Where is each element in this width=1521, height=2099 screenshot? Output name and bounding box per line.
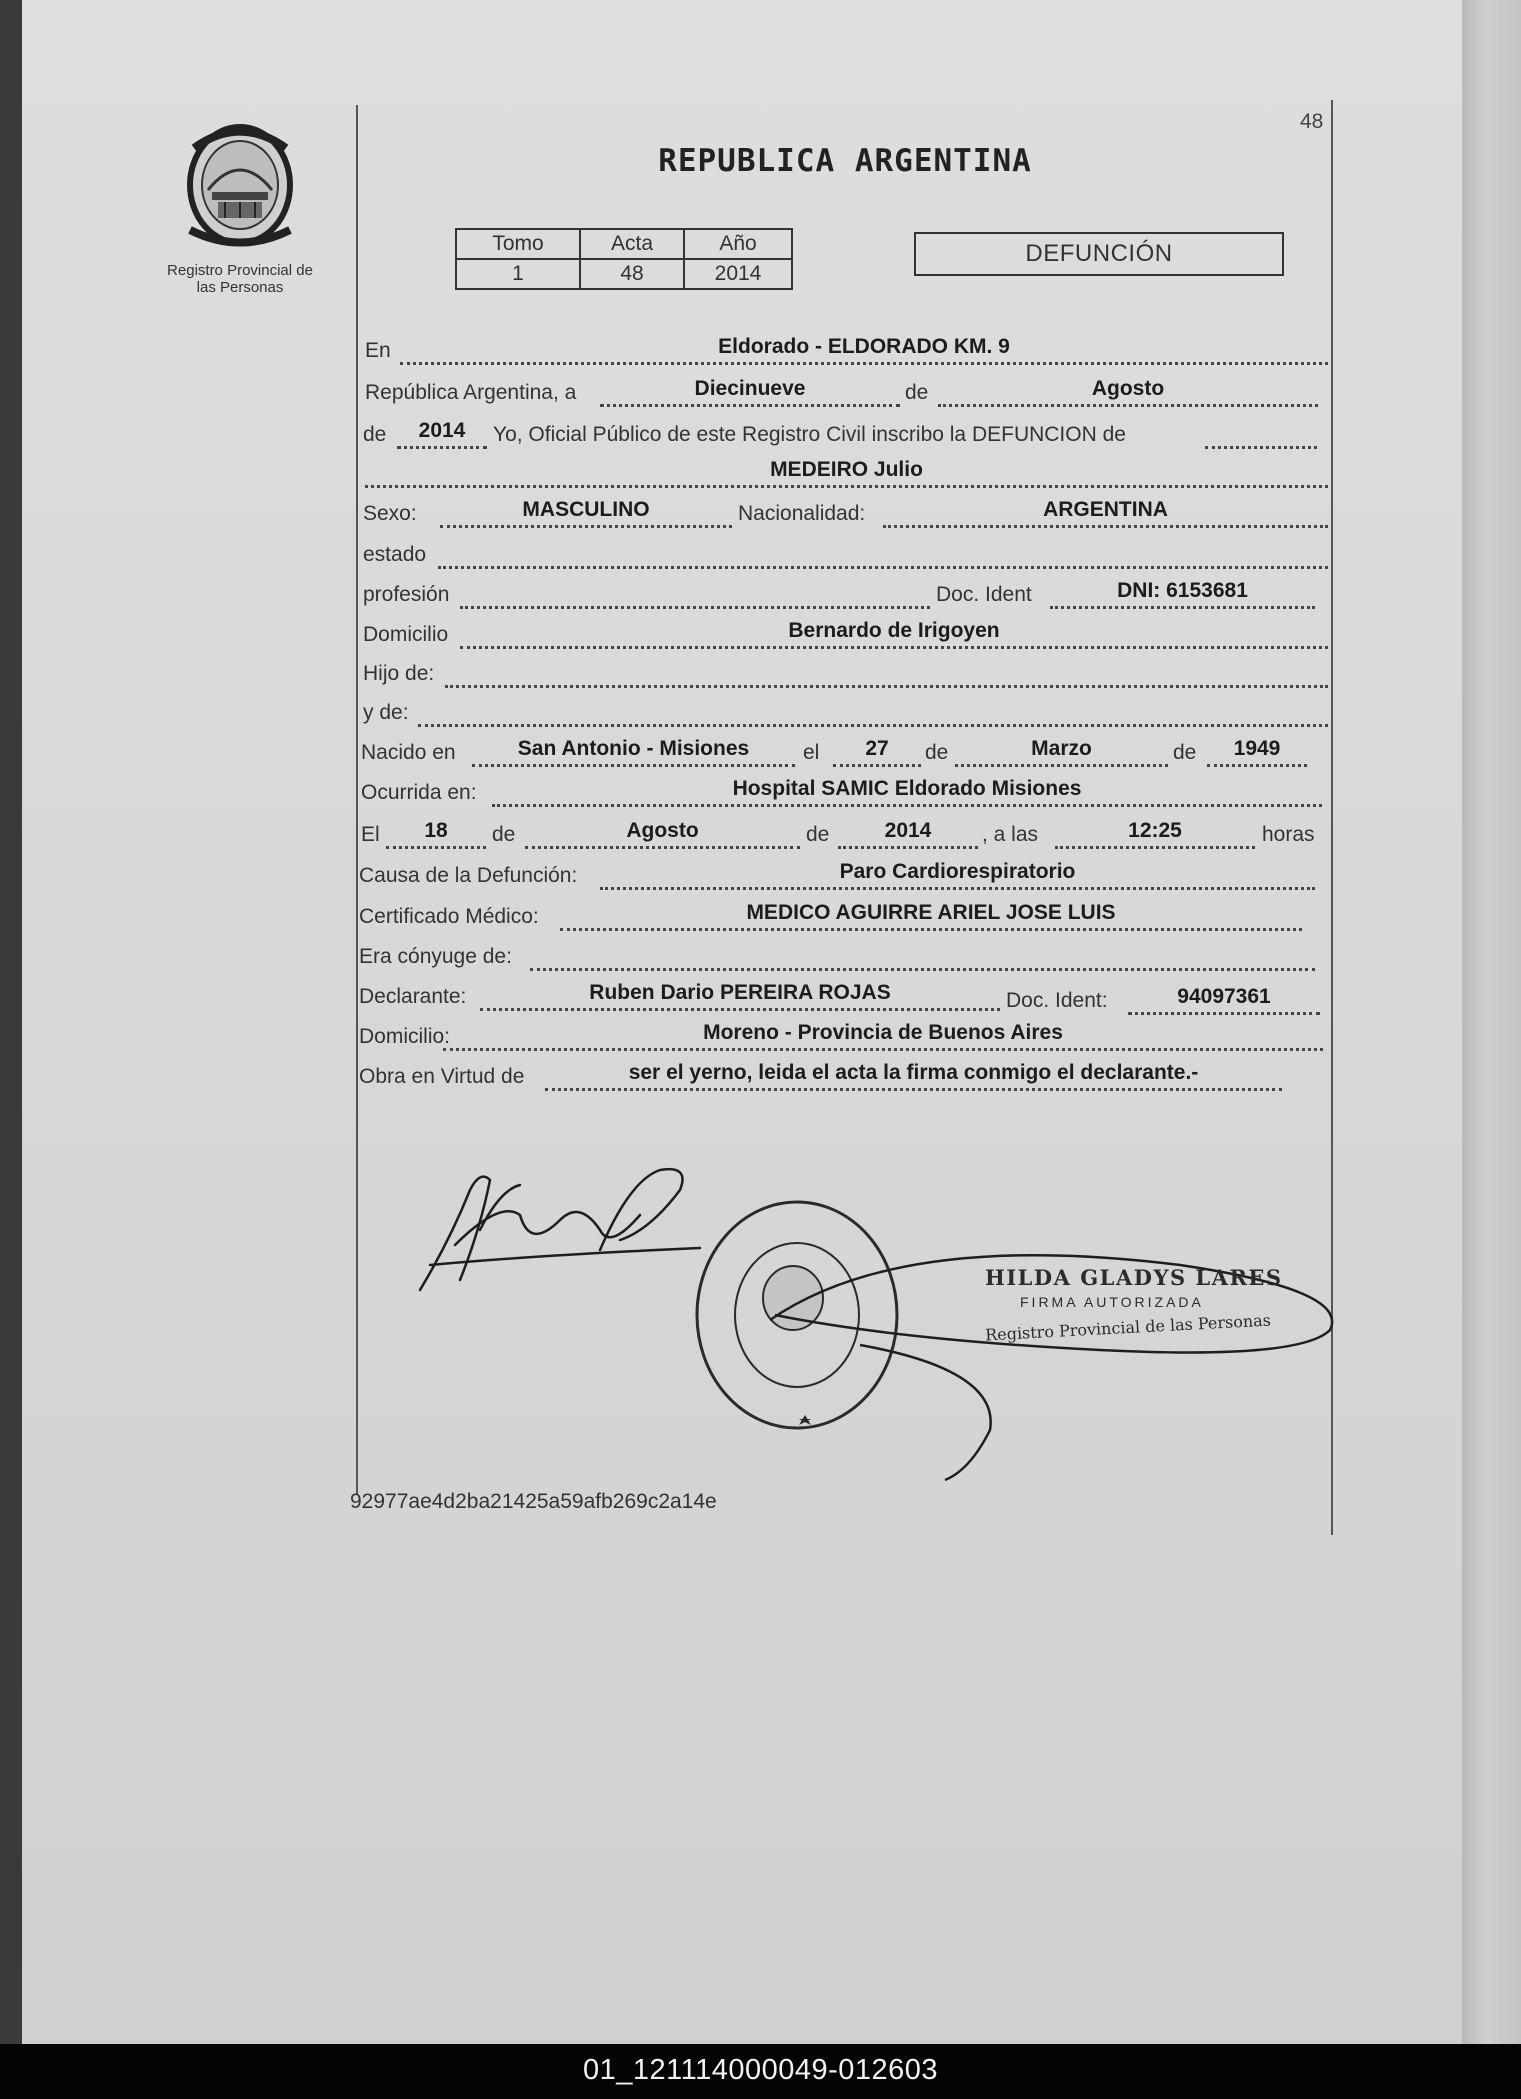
nacido-label: Nacido en — [361, 741, 456, 764]
acta-header: Acta — [580, 229, 684, 259]
record-type-box: DEFUNCIÓN — [914, 232, 1284, 276]
tomo-header: Tomo — [456, 229, 580, 259]
ocurrida-field: Hospital SAMIC Eldorado Misiones — [492, 777, 1322, 807]
republica-label: República Argentina, a — [365, 381, 577, 404]
birth-day-field: 27 — [833, 737, 921, 767]
en-label: En — [365, 339, 391, 362]
deceased-name-field: MEDEIRO Julio — [365, 458, 1328, 488]
stamp-office: Registro Provincial de las Personas — [984, 1310, 1272, 1345]
obra-field: ser el yerno, leida el acta la firma conmigo el declarante.- — [545, 1061, 1282, 1091]
emblem-caption-line1: Registro Provincial de — [167, 262, 313, 279]
month-field: Agosto — [938, 377, 1318, 407]
anio-header: Año — [684, 229, 792, 259]
en-field: Eldorado - ELDORADO KM. 9 — [400, 335, 1328, 365]
alas-label: , a las — [982, 823, 1039, 846]
hijo-label: Hijo de: — [363, 662, 435, 685]
year-field: 2014 — [397, 419, 487, 449]
nacionalidad-field: ARGENTINA — [883, 498, 1328, 528]
day-words-field: Diecinueve — [600, 377, 900, 407]
death-month-field: Agosto — [525, 819, 800, 849]
de-year-label: de — [363, 423, 387, 446]
de-birth-year-label: de — [1173, 741, 1197, 764]
profesion-label: profesión — [363, 583, 450, 606]
estado-label: estado — [363, 543, 427, 566]
domicilio2-label: Domicilio: — [359, 1025, 451, 1048]
el-label: el — [803, 741, 820, 764]
death-year-field: 2014 — [838, 819, 978, 849]
causa-field: Paro Cardiorespiratorio — [600, 860, 1315, 890]
nacionalidad-label: Nacionalidad: — [738, 502, 866, 525]
nacido-field: San Antonio - Misiones — [472, 737, 795, 767]
declarante-field: Ruben Dario PEREIRA ROJAS — [480, 981, 1000, 1011]
stamp-role: FIRMA AUTORIZADA — [1020, 1294, 1204, 1310]
doc-ident-field: DNI: 6153681 — [1050, 579, 1315, 609]
page-number: 48 — [1300, 110, 1324, 133]
doc-ident2-label: Doc. Ident: — [1006, 989, 1108, 1012]
conyuge-label: Era cónyuge de: — [359, 945, 512, 968]
death-day-field: 18 — [386, 819, 486, 849]
obra-label: Obra en Virtud de — [359, 1065, 525, 1088]
sexo-field: MASCULINO — [440, 498, 732, 528]
doc-ident2-field: 94097361 — [1128, 985, 1320, 1015]
death-el-label: El — [361, 823, 380, 846]
declarant-signature — [420, 1169, 700, 1290]
birth-year-field: 1949 — [1207, 737, 1307, 767]
de-death-year-label: de — [806, 823, 830, 846]
tomo-value: 1 — [456, 259, 580, 289]
causa-label: Causa de la Defunción: — [359, 864, 578, 887]
horas-label: horas — [1262, 823, 1315, 846]
de-birth-month-label: de — [925, 741, 949, 764]
scan-footer-code: 01_121114000049-012603 — [582, 2054, 939, 2086]
sexo-label: Sexo: — [363, 502, 417, 525]
birth-month-field: Marzo — [955, 737, 1168, 767]
document-hash: 92977ae4d2ba21425a59afb269c2a14e — [350, 1490, 717, 1513]
declarante-label: Declarante: — [359, 985, 467, 1008]
domicilio-field: Bernardo de Irigoyen — [460, 619, 1328, 649]
de-label: de — [905, 381, 929, 404]
anio-value: 2014 — [684, 259, 792, 289]
death-time-field: 12:25 — [1055, 819, 1255, 849]
acta-value: 48 — [580, 259, 684, 289]
doc-ident-label: Doc. Ident — [936, 583, 1032, 606]
domicilio-label: Domicilio — [363, 623, 449, 646]
oficial-text: Yo, Oficial Público de este Registro Civil inscribo la DEFUNCION de — [493, 423, 1126, 446]
de-death-month-label: de — [492, 823, 516, 846]
stamp-name: HILDA GLADYS LARES — [985, 1265, 1283, 1290]
ocurrida-label: Ocurrida en: — [361, 781, 477, 804]
yde-label: y de: — [363, 701, 409, 724]
domicilio2-field: Moreno - Provincia de Buenos Aires — [443, 1021, 1323, 1051]
page-title: REPUBLICA ARGENTINA — [658, 143, 1032, 179]
emblem-caption-line2: las Personas — [196, 279, 284, 296]
certificado-field: MEDICO AGUIRRE ARIEL JOSE LUIS — [560, 901, 1302, 931]
certificado-label: Certificado Médico: — [359, 905, 539, 928]
official-seal — [697, 1202, 897, 1428]
